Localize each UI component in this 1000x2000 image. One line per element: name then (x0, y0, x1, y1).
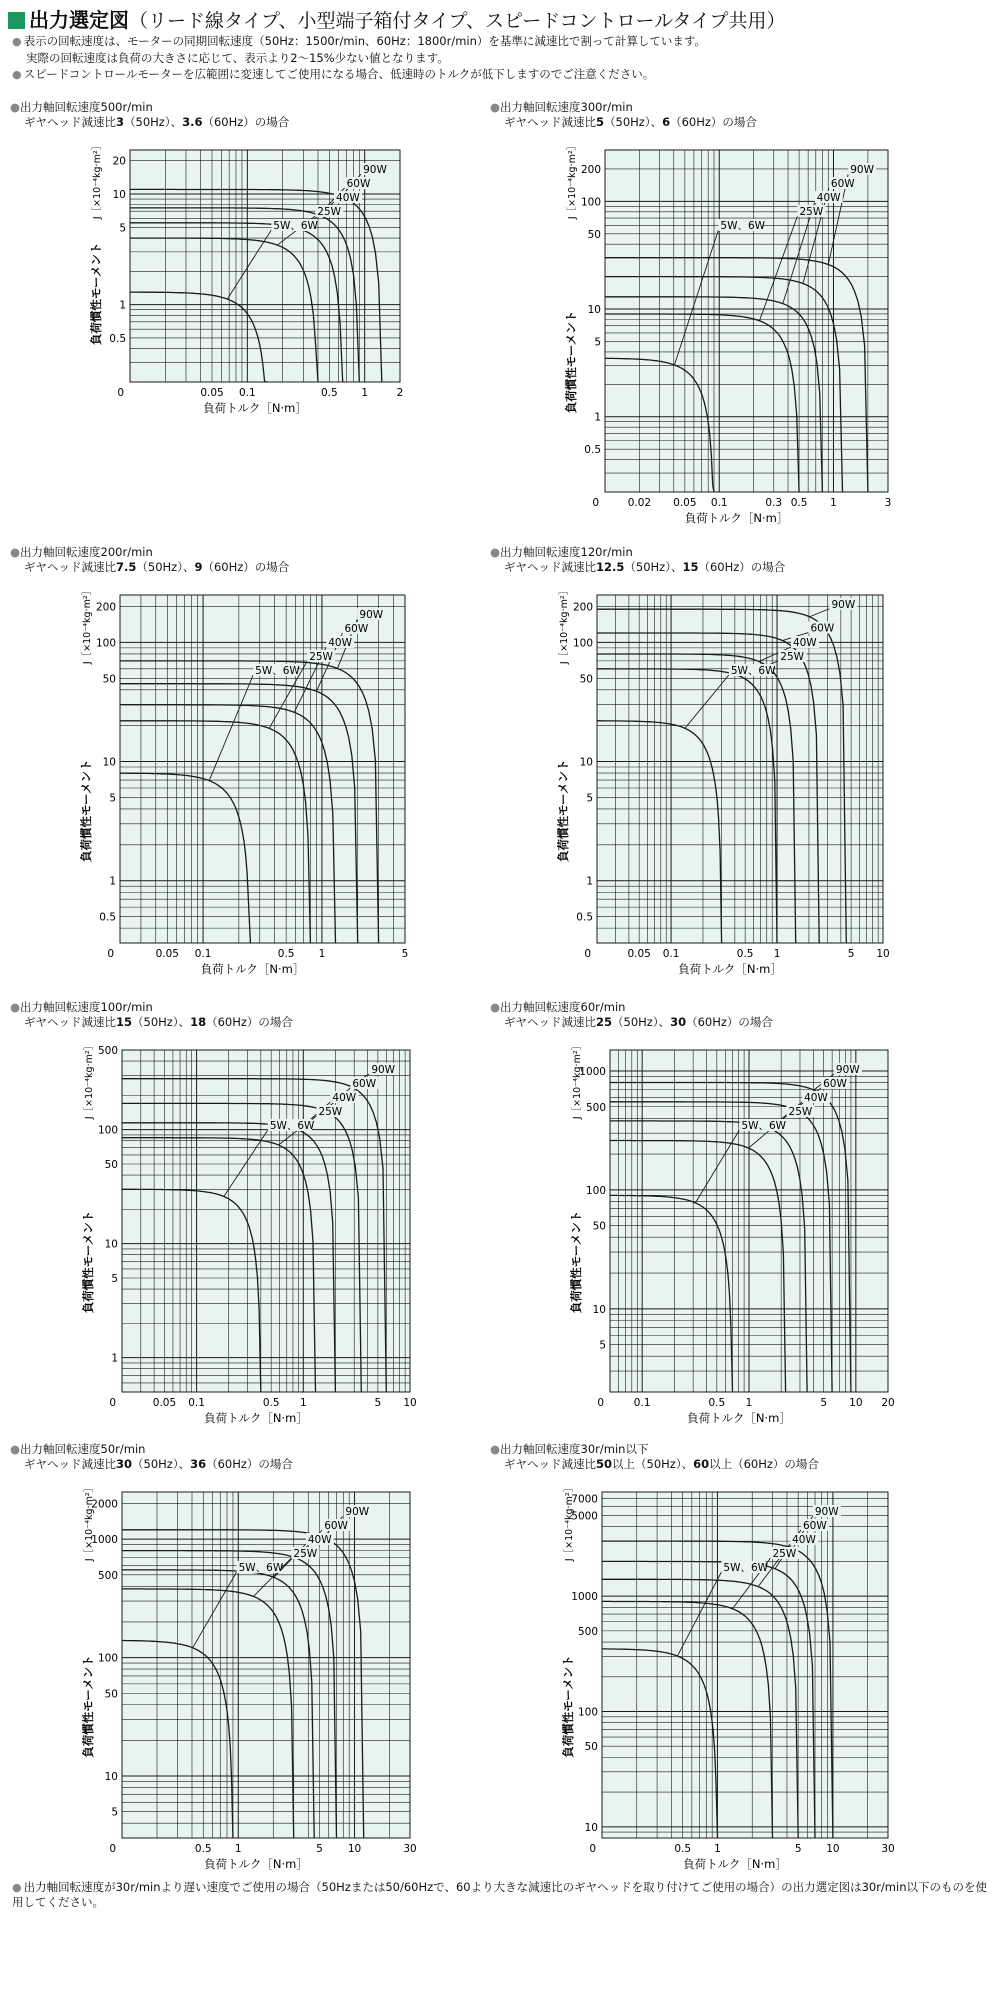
series-label: 25W (293, 1548, 318, 1560)
y-tick-label: 5 (111, 1806, 118, 1819)
y-tick-label: 10 (104, 1238, 118, 1251)
y-tick-label: 10 (579, 756, 593, 769)
x-tick-label: 0.1 (710, 497, 728, 509)
y-tick-label: 0.5 (584, 444, 601, 457)
speed-label: ●出力軸回転速度100r/min (10, 1000, 153, 1014)
y-tick-label: 0.5 (109, 332, 126, 345)
y-unit-label: J［×10⁻⁴kg·m²］ (84, 1482, 95, 1562)
origin-label: 0 (589, 1843, 596, 1855)
x-tick-label: 0.5 (277, 948, 295, 960)
x-tick-label: 1 (299, 1397, 307, 1409)
chart-panel (81, 1041, 417, 1425)
y-tick-label: 500 (585, 1101, 606, 1114)
x-tick-label: 0.5 (708, 1397, 726, 1409)
x-tick-label: 0.1 (194, 948, 212, 960)
x-tick-label: 10 (826, 1843, 840, 1855)
y-tick-label: 200 (95, 601, 116, 614)
origin-label: 0 (597, 1397, 604, 1409)
note-1: ● 表示の回転速度は、モーターの同期回転速度（50Hz：1500r/min、60Hz：1800r/min）を基準に減速比で割って計算しています。 (12, 34, 706, 48)
y-tick-label: 10 (104, 1771, 118, 1784)
x-axis-label: 負荷トルク［N·m］ (204, 1857, 308, 1871)
x-tick-label: 30 (403, 1843, 417, 1855)
gear-ratio-label: ギヤヘッド減速比50以上（50Hz）、60以上（60Hz）の場合 (504, 1457, 819, 1471)
x-axis-label: 負荷トルク［N·m］ (204, 1411, 308, 1425)
y-tick-label: 50 (102, 673, 116, 686)
x-tick-label: 0.5 (194, 1843, 212, 1855)
y-tick-label: 5 (111, 1273, 118, 1285)
y-tick-label: 500 (97, 1569, 118, 1582)
x-tick-label: 0.1 (633, 1397, 651, 1409)
y-tick-label: 1 (119, 299, 126, 312)
origin-label: 0 (107, 948, 114, 960)
chart-panel (569, 1041, 895, 1425)
series-label: 60W (352, 1078, 377, 1090)
y-tick-label: 200 (580, 163, 601, 176)
y-tick-label: 200 (572, 601, 593, 614)
chart-panel (89, 141, 403, 415)
x-tick-label: 1 (234, 1843, 242, 1855)
y-tick-label: 2000 (91, 1498, 118, 1511)
chart-caption (10, 100, 289, 130)
chart-panel (79, 586, 408, 976)
y-tick-label: 5 (599, 1339, 606, 1352)
origin-label: 0 (109, 1397, 116, 1409)
y-tick-label: 100 (580, 196, 601, 209)
y-unit-label: J［×10⁻⁴kg·m²］ (564, 1482, 575, 1562)
y-axis-label: 負荷慣性モーメント (89, 242, 103, 346)
series-label: 60W (830, 178, 855, 190)
series-label: 25W (780, 651, 805, 663)
chart-caption (10, 545, 289, 575)
x-tick-label: 0.05 (155, 948, 179, 960)
series-label: 5W、6W (723, 1562, 769, 1574)
y-tick-label: 0.5 (99, 911, 116, 924)
x-tick-label: 20 (881, 1397, 895, 1409)
series-label: 90W (850, 164, 875, 176)
x-tick-label: 0.02 (627, 497, 652, 509)
x-axis-label: 負荷トルク［N·m］ (200, 962, 305, 976)
title-suffix: （リード線タイプ、小型端子箱付タイプ、スピードコントロールタイプ共用） (129, 10, 786, 32)
gear-ratio-label: ギヤヘッド減速比3（50Hz）、3.6（60Hz）の場合 (24, 115, 290, 129)
x-tick-label: 0.05 (673, 497, 697, 509)
y-unit-label: J［×10⁻⁴kg·m²］ (84, 1040, 95, 1120)
series-label: 60W (346, 178, 371, 190)
series-label: 90W (345, 1506, 370, 1518)
x-tick-label: 10 (347, 1843, 362, 1855)
series-label: 25W (788, 1106, 813, 1118)
gear-ratio-label: ギヤヘッド減速比5（50Hz）、6（60Hz）の場合 (504, 115, 757, 129)
y-axis-label: 負荷慣性モーメント (79, 759, 93, 862)
y-axis-label: 負荷慣性モーメント (569, 1210, 583, 1314)
y-tick-label: 7000 (571, 1493, 598, 1506)
y-tick-label: 50 (579, 673, 593, 686)
y-axis-label: 負荷慣性モーメント (556, 759, 570, 862)
y-tick-label: 50 (592, 1220, 606, 1233)
x-axis-label: 負荷トルク［N·m］ (678, 962, 782, 976)
y-axis-label: 負荷慣性モーメント (81, 1210, 95, 1314)
footer-note: ● 出力軸回転速度が30r/minより遅い速度でご使用の場合（50Hzまたは50/60Hzで、60より大きな減速比のギヤヘッドを取り付けてご使用の場合）の出力選定図は30r/min以下のものを使用してください。 (12, 1880, 987, 1909)
x-tick-label: 1 (773, 948, 781, 960)
series-label: 25W (772, 1548, 797, 1560)
series-label: 40W (792, 1534, 816, 1546)
y-tick-label: 1 (111, 1352, 118, 1365)
plot-area (602, 1492, 888, 1838)
x-tick-label: 10 (403, 1397, 417, 1409)
y-tick-label: 100 (97, 1124, 118, 1137)
series-label: 40W (792, 637, 817, 649)
y-unit-label: J［×10⁻⁴kg·m²］ (92, 140, 103, 220)
y-tick-label: 0.5 (576, 911, 593, 924)
bullet-icon: ● (12, 1881, 22, 1894)
x-tick-label: 5 (820, 1397, 828, 1409)
series-label: 25W (318, 1106, 343, 1118)
series-label: 25W (799, 206, 824, 218)
speed-label: ●出力軸回転速度120r/min (490, 545, 633, 559)
y-tick-label: 1 (586, 875, 593, 888)
chart-panel (561, 1483, 895, 1871)
chart-caption (490, 545, 785, 575)
x-tick-label: 30 (881, 1843, 895, 1855)
y-axis-label: 負荷慣性モーメント (81, 1655, 95, 1758)
series-label: 60W (324, 1520, 348, 1532)
series-label: 90W (835, 1064, 860, 1076)
series-label: 40W (816, 192, 841, 204)
x-tick-label: 0.1 (662, 948, 680, 960)
origin-label: 0 (117, 387, 124, 399)
y-unit-label: J［×10⁻⁴kg·m²］ (572, 1040, 583, 1120)
gear-ratio-label: ギヤヘッド減速比25（50Hz）、30（60Hz）の場合 (504, 1015, 773, 1029)
y-unit-label: J［×10⁻⁴kg·m²］ (559, 585, 570, 665)
y-tick-label: 100 (572, 637, 593, 650)
series-label: 60W (823, 1078, 847, 1090)
x-tick-label: 1 (714, 1843, 721, 1855)
x-axis-label: 負荷トルク［N·m］ (203, 401, 307, 415)
series-label: 90W (814, 1506, 839, 1518)
y-tick-label: 1 (109, 875, 116, 888)
series-label: 90W (363, 164, 387, 176)
gear-ratio-label: ギヤヘッド減速比15（50Hz）、18（60Hz）の場合 (24, 1015, 293, 1029)
series-label: 90W (359, 609, 384, 621)
gear-ratio-label: ギヤヘッド減速比12.5（50Hz）、15（60Hz）の場合 (504, 560, 786, 574)
gear-ratio-label: ギヤヘッド減速比7.5（50Hz）、9（60Hz）の場合 (24, 560, 290, 574)
series-label: 25W (309, 651, 333, 663)
title-main: 出力選定図 (29, 8, 129, 32)
series-label: 5W、6W (269, 1120, 315, 1132)
series-label: 5W、6W (720, 220, 766, 232)
y-tick-label: 10 (587, 304, 601, 317)
series-label: 40W (307, 1534, 332, 1546)
x-tick-label: 0.1 (188, 1397, 205, 1409)
origin-label: 0 (109, 1843, 116, 1855)
y-unit-label: J［×10⁻⁴kg·m²］ (82, 585, 93, 665)
chart-caption (490, 100, 757, 130)
y-tick-label: 50 (587, 228, 601, 241)
y-unit-label: J［×10⁻⁴kg·m²］ (567, 140, 578, 220)
y-tick-label: 10 (584, 1821, 598, 1834)
x-axis-label: 負荷トルク［N·m］ (683, 1857, 787, 1871)
x-tick-label: 3 (884, 497, 892, 509)
note-2: 実際の回転速度は負荷の大きさに応じて、表示より2～15%少ない値となります。 (26, 51, 449, 65)
speed-label: ●出力軸回転速度60r/min (490, 1000, 626, 1014)
chart-caption (490, 1442, 819, 1472)
x-tick-label: 0.3 (765, 497, 783, 509)
origin-label: 0 (584, 948, 591, 960)
origin-label: 0 (592, 497, 599, 509)
plot-area (597, 595, 883, 943)
series-label: 60W (810, 622, 835, 635)
speed-label: ●出力軸回転速度300r/min (490, 100, 633, 114)
chart-caption (10, 1442, 293, 1472)
y-tick-label: 1000 (91, 1534, 118, 1547)
y-tick-label: 10 (592, 1303, 606, 1316)
x-tick-label: 0.5 (736, 948, 754, 960)
x-tick-label: 0.5 (262, 1397, 280, 1409)
y-tick-label: 5 (594, 336, 601, 349)
speed-label: ●出力軸回転速度200r/min (10, 545, 153, 559)
bullet-icon: ● (12, 35, 22, 48)
x-tick-label: 0.05 (152, 1397, 177, 1409)
x-tick-label: 0.05 (200, 387, 224, 399)
series-label: 5W、6W (741, 1120, 787, 1132)
series-label: 5W、6W (730, 665, 776, 677)
series-label: 60W (344, 623, 369, 635)
x-tick-label: 5 (316, 1843, 323, 1855)
chart-panel (81, 1483, 417, 1871)
x-tick-label: 0.5 (321, 387, 338, 399)
y-tick-label: 500 (577, 1625, 598, 1638)
gear-ratio-label: ギヤヘッド減速比30（50Hz）、36（60Hz）の場合 (24, 1457, 293, 1471)
y-tick-label: 1 (594, 411, 601, 424)
plot-area (122, 1492, 410, 1838)
x-tick-label: 1 (361, 387, 369, 399)
y-tick-label: 1000 (571, 1591, 598, 1604)
series-label: 90W (831, 598, 856, 611)
x-tick-label: 10 (876, 948, 890, 960)
y-tick-label: 20 (112, 155, 126, 168)
x-tick-label: 2 (396, 387, 404, 399)
x-tick-label: 0.5 (674, 1843, 692, 1855)
x-tick-label: 1 (745, 1397, 753, 1409)
y-tick-label: 1000 (579, 1065, 606, 1078)
x-tick-label: 5 (794, 1843, 802, 1855)
series-label: 5W、6W (273, 220, 318, 232)
chart-panel (556, 586, 890, 976)
y-tick-label: 100 (95, 637, 116, 650)
x-tick-label: 1 (318, 948, 326, 960)
series-label: 40W (332, 1092, 357, 1104)
x-tick-label: 5 (374, 1397, 382, 1409)
y-tick-label: 5 (586, 792, 593, 805)
x-tick-label: 10 (849, 1397, 863, 1409)
x-tick-label: 0.05 (627, 948, 651, 960)
speed-label: ●出力軸回転速度500r/min (10, 100, 153, 114)
y-tick-label: 5 (109, 792, 116, 805)
y-tick-label: 100 (97, 1652, 118, 1665)
y-tick-label: 100 (577, 1706, 598, 1719)
x-tick-label: 1 (830, 497, 837, 509)
x-tick-label: 0.1 (238, 387, 256, 399)
x-axis-label: 負荷トルク［N·m］ (687, 1411, 791, 1425)
x-tick-label: 0.5 (790, 497, 808, 509)
y-tick-label: 100 (585, 1184, 606, 1197)
note-3: ● スピードコントロールモーターを広範囲に変速してご使用になる場合、低速時のトルクが低下しますのでご注意ください。 (12, 67, 655, 81)
chart-caption (490, 1000, 773, 1030)
y-tick-label: 50 (104, 1688, 118, 1701)
plot-area (120, 595, 405, 943)
y-axis-label: 負荷慣性モーメント (561, 1655, 575, 1758)
series-label: 60W (802, 1520, 827, 1532)
series-label: 40W (804, 1092, 828, 1104)
speed-label: ●出力軸回転速度30r/min以下 (490, 1442, 649, 1456)
speed-label: ●出力軸回転速度50r/min (10, 1442, 146, 1456)
y-axis-label: 負荷慣性モーメント (564, 310, 578, 414)
plot-area (122, 1050, 410, 1392)
series-label: 25W (317, 206, 342, 218)
y-tick-label: 50 (104, 1159, 118, 1171)
y-tick-label: 5 (119, 222, 126, 235)
series-label: 5W、6W (238, 1562, 284, 1574)
x-tick-label: 5 (401, 948, 409, 960)
series-label: 40W (336, 192, 360, 204)
y-tick-label: 500 (97, 1045, 118, 1057)
y-tick-label: 5000 (571, 1510, 598, 1523)
y-tick-label: 10 (112, 189, 126, 202)
bullet-icon: ● (12, 68, 22, 81)
series-label: 90W (371, 1064, 396, 1076)
chart-panel (564, 141, 891, 525)
x-axis-label: 負荷トルク［N·m］ (684, 511, 789, 525)
series-label: 40W (328, 637, 353, 649)
x-tick-label: 5 (847, 948, 855, 960)
chart-caption (10, 1000, 293, 1030)
series-label: 5W、6W (255, 665, 300, 677)
y-tick-label: 50 (584, 1741, 598, 1754)
y-tick-label: 10 (102, 756, 116, 769)
